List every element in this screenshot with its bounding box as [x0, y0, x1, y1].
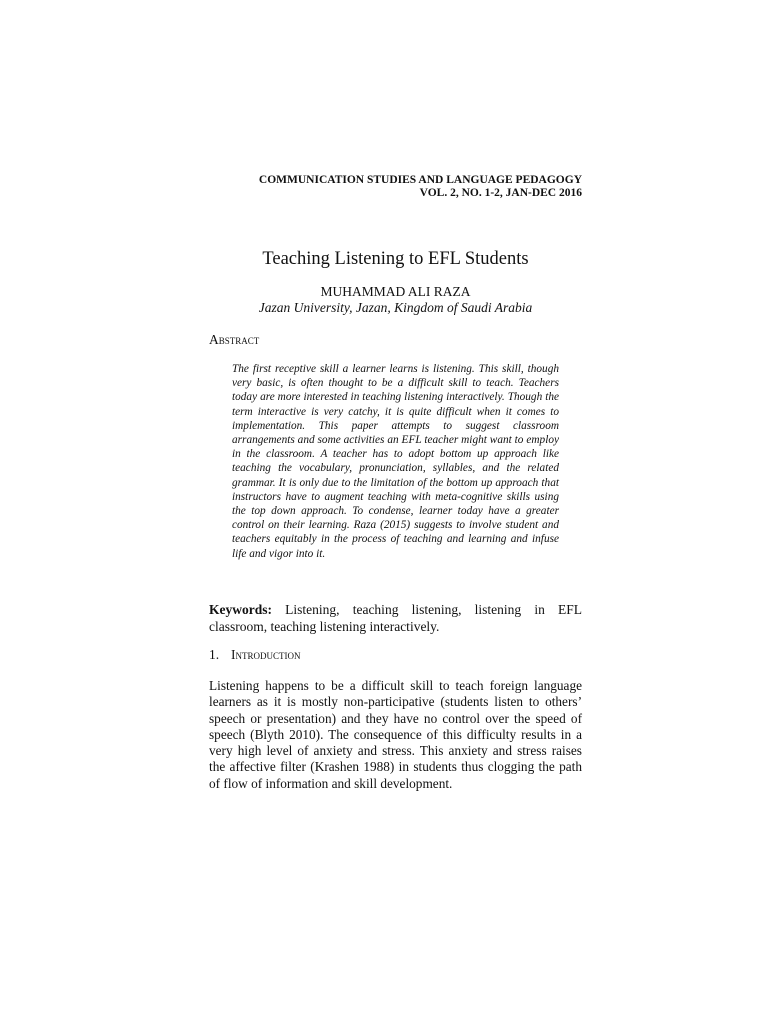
journal-name: COMMUNICATION STUDIES AND LANGUAGE PEDAGOGY [258, 174, 582, 186]
paper-title: Teaching Listening to EFL Students [262, 249, 529, 269]
journal-header [209, 174, 582, 200]
section-number: 1. [209, 647, 220, 662]
abstract-heading: Abstract [209, 332, 260, 347]
keywords-text: Listening, teaching listening, listening in EFL classroom, teaching listening interactively. [209, 602, 582, 634]
abstract-text: The first receptive skill a learner learns is listening. This skill, though very basic, is often thought to be a difficult skill to teach. Teachers today are more interested in teaching listening interactively. Though the term interactive is very catchy, it is quite difficult when it comes to implementation. This paper attempts to suggest classroom arrangements and some activities an EFL teacher might want to employ in the classroom. A teacher has to adopt bottom up approach like teaching the vocabulary, pronunciation, syllables, and the related grammar. It is only due to the limitation of the bottom up approach that instructors have to augment teaching with meta-cognitive skills using the top down approach. To condense, learner today have a greater control on their learning. Raza (2015) suggests to involve student and teachers equitably in the process of teaching and learning and infuse life and vigor into it. [232, 363, 559, 560]
keywords-label: Keywords: [209, 602, 272, 617]
keywords-paragraph [209, 601, 582, 635]
journal-issue: VOL. 2, NO. 1-2, JAN-DEC 2016 [419, 187, 582, 199]
section-heading-introduction [209, 647, 301, 663]
introduction-paragraph: Listening happens to be a difficult skill to teach foreign language learners as it is mostly non-participative (students listen to others’ speech or presentation) and they have no control over the speed of speech (Blyth 2010). The consequence of this difficulty results in a very high level of anxiety and stress. This anxiety and stress raises the affective filter (Krashen 1988) in students thus clogging the path of flow of information and skill development. [209, 678, 582, 791]
section-title: Introduction [231, 647, 301, 662]
author-affiliation: Jazan University, Jazan, Kingdom of Saudi Arabia [258, 300, 533, 315]
author-name: MUHAMMAD ALI RAZA [320, 284, 471, 299]
